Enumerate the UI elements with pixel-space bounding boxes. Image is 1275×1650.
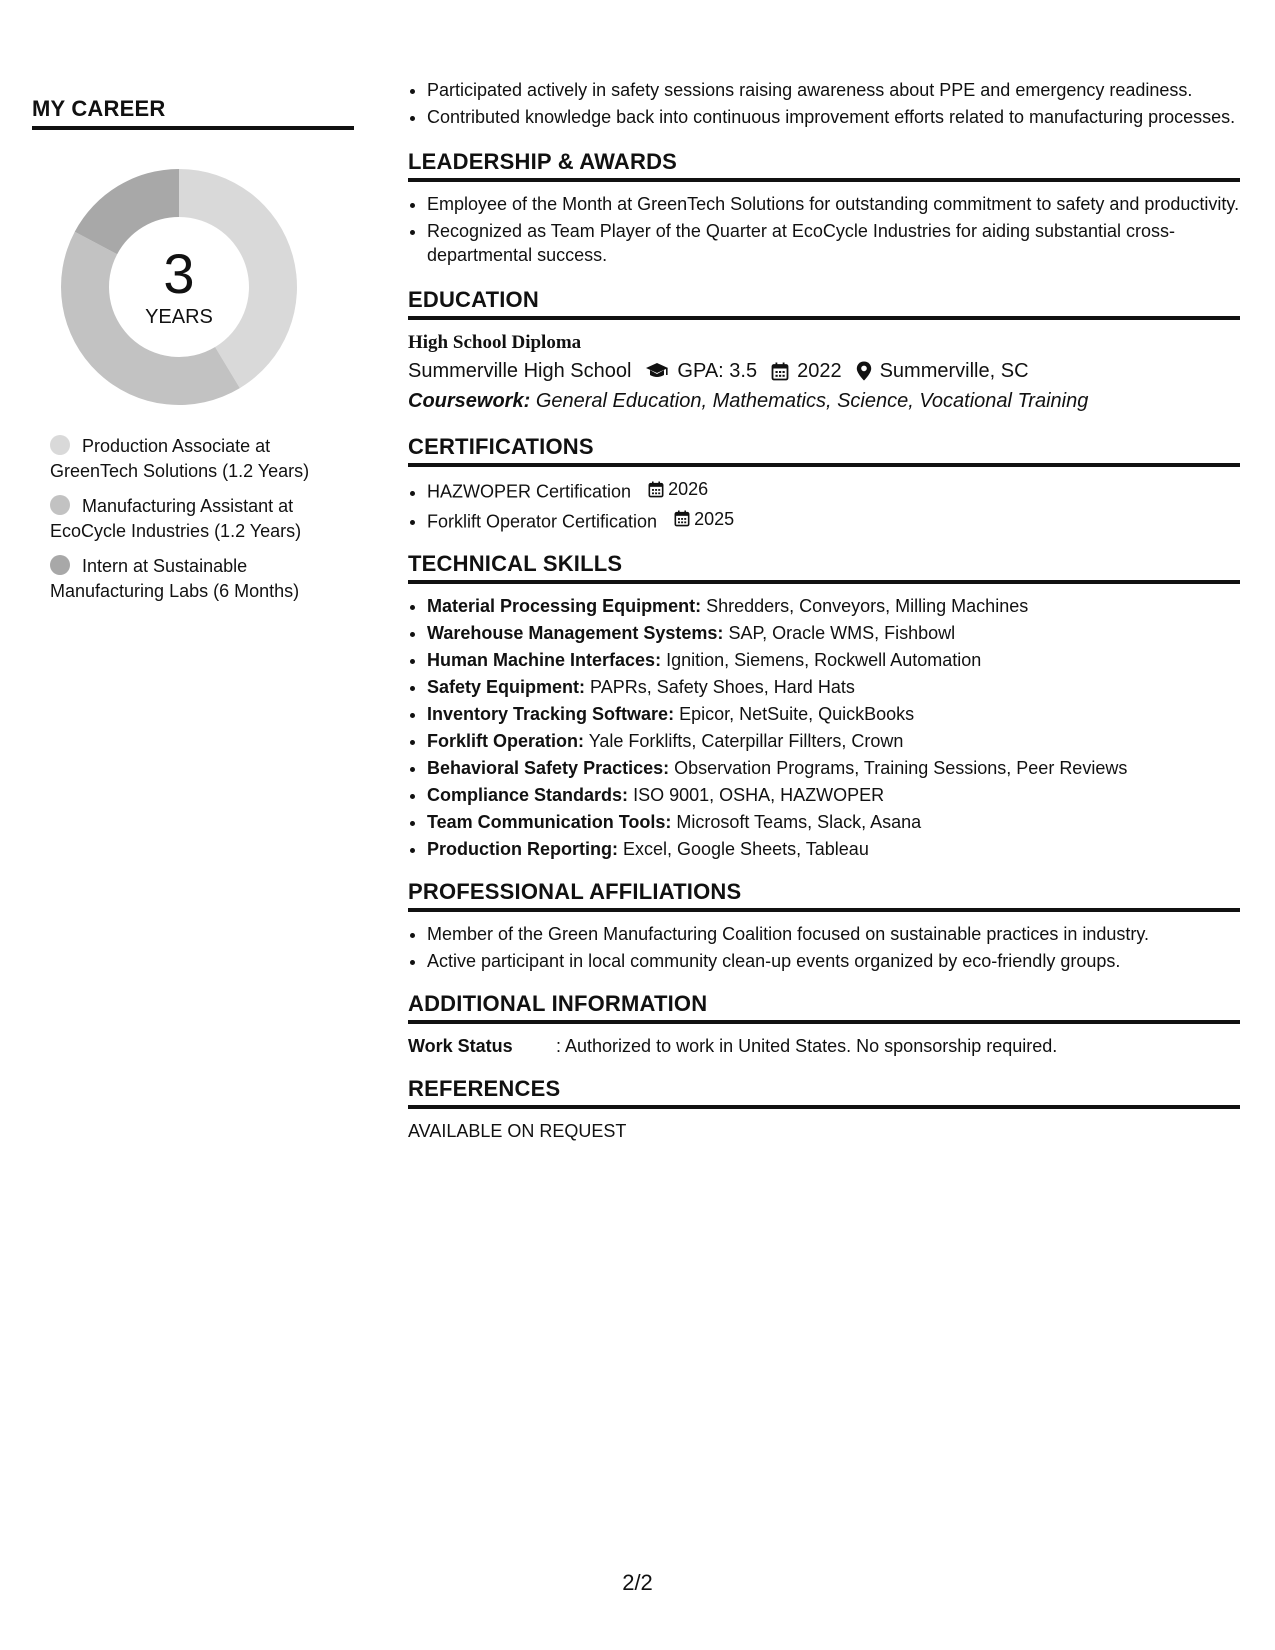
references-text: AVAILABLE ON REQUEST	[408, 1121, 627, 1141]
skill-category: Behavioral Safety Practices:	[427, 758, 670, 778]
references-section	[408, 1076, 1240, 1143]
skill-item	[427, 594, 1240, 618]
legend-item	[50, 434, 340, 484]
skills-section	[408, 551, 1240, 861]
skill-values: ISO 9001, OSHA, HAZWOPER	[633, 785, 885, 805]
calendar-icon	[674, 510, 690, 527]
skill-values: Yale Forklifts, Caterpillar Fillters, Crown	[588, 731, 904, 751]
calendar-icon	[771, 362, 789, 381]
skill-category: Safety Equipment:	[427, 677, 586, 697]
total-years-unit: YEARS	[145, 305, 213, 328]
leadership-item: • Employee of the Month at GreenTech Solutions for outstanding commitment to safety and productivity.	[427, 192, 1240, 216]
affiliations-section	[408, 879, 1240, 973]
legend-label: Intern at Sustainable Manufacturing Labs (6 Months)	[50, 556, 300, 601]
leadership-section	[408, 149, 1240, 267]
affiliation-item: • Member of the Green Manufacturing Coalition focused on sustainable practices in industry.	[427, 922, 1240, 946]
legend-label: Production Associate at GreenTech Solutions (1.2 Years)	[50, 436, 310, 481]
education-school: Summerville High School	[408, 360, 632, 382]
education-location-group	[856, 356, 1029, 386]
career-heading: MY CAREER	[32, 96, 354, 130]
affiliations-heading: PROFESSIONAL AFFILIATIONS	[408, 879, 1240, 912]
certifications-section	[408, 434, 1240, 533]
skill-values: Microsoft Teams, Slack, Asana	[676, 812, 922, 832]
leadership-list	[408, 192, 1240, 267]
work-status-row	[408, 1034, 1240, 1058]
education-gpa: GPA: 3.5	[677, 360, 758, 382]
additional-section	[408, 991, 1240, 1058]
experience-bullet: • Participated actively in safety sessions raising awareness about PPE and emergency readiness.	[427, 78, 1240, 102]
education-year-group	[771, 356, 842, 386]
education-degree: High School Diploma	[408, 332, 582, 353]
skill-category: Forklift Operation:	[427, 731, 584, 751]
leadership-heading: LEADERSHIP & AWARDS	[408, 149, 1240, 182]
skill-category: Team Communication Tools:	[427, 812, 672, 832]
skill-values: Observation Programs, Training Sessions, Peer Reviews	[674, 758, 1128, 778]
experience-bullets	[408, 78, 1240, 129]
skill-category: Inventory Tracking Software:	[427, 704, 675, 724]
certifications-list	[408, 477, 1240, 533]
skill-item	[427, 702, 1240, 726]
skills-list	[408, 594, 1240, 861]
certification-item	[427, 477, 1240, 504]
career-legend	[50, 434, 340, 604]
main-column	[408, 78, 1240, 1143]
legend-item	[50, 554, 340, 604]
affiliation-item: • Active participant in local community clean-up events organized by eco-friendly groups.	[427, 949, 1240, 973]
skill-values: Ignition, Siemens, Rockwell Automation	[666, 650, 982, 670]
certification-name: HAZWOPER Certification	[427, 481, 632, 502]
education-entry	[408, 330, 1240, 416]
certifications-heading: CERTIFICATIONS	[408, 434, 1240, 467]
legend-dot-icon	[50, 435, 70, 455]
education-year: 2022	[797, 360, 842, 382]
skill-category: Material Processing Equipment:	[427, 596, 702, 616]
references-heading: REFERENCES	[408, 1076, 1240, 1109]
skill-item	[427, 621, 1240, 645]
additional-heading: ADDITIONAL INFORMATION	[408, 991, 1240, 1024]
work-status-value: : Authorized to work in United States. No sponsorship required.	[556, 1036, 1058, 1056]
education-gpa-group	[645, 356, 757, 386]
page-number: 2/2	[622, 1570, 653, 1595]
skill-item	[427, 729, 1240, 753]
experience-bullet: • Contributed knowledge back into continuous improvement efforts related to manufacturing processes.	[427, 105, 1240, 129]
skill-item	[427, 756, 1240, 780]
graduation-cap-icon	[645, 362, 669, 380]
career-column	[32, 96, 354, 614]
education-heading: EDUCATION	[408, 287, 1240, 320]
skill-values: Epicor, NetSuite, QuickBooks	[679, 704, 915, 724]
skill-category: Production Reporting:	[427, 839, 618, 859]
certification-year-group	[674, 507, 734, 531]
education-section	[408, 287, 1240, 416]
donut-center	[56, 164, 302, 410]
total-years-number: 3	[163, 241, 195, 305]
skill-values: SAP, Oracle WMS, Fishbowl	[728, 623, 956, 643]
legend-dot-icon	[50, 555, 70, 575]
affiliations-list	[408, 922, 1240, 973]
skill-item	[427, 837, 1240, 861]
calendar-icon	[648, 481, 664, 498]
education-coursework	[408, 386, 1240, 416]
education-details	[408, 356, 1240, 386]
certification-year-group	[648, 477, 708, 501]
skill-values: PAPRs, Safety Shoes, Hard Hats	[590, 677, 855, 697]
education-location: Summerville, SC	[879, 360, 1029, 382]
map-pin-icon	[856, 361, 872, 381]
career-donut-chart	[56, 164, 302, 410]
legend-item	[50, 494, 340, 544]
coursework-label: Coursework:	[408, 390, 531, 412]
certification-year: 2025	[694, 508, 735, 529]
skill-item	[427, 648, 1240, 672]
leadership-item: • Recognized as Team Player of the Quarter at EcoCycle Industries for aiding substantial cross-departmental success.	[427, 219, 1240, 267]
skill-category: Compliance Standards:	[427, 785, 629, 805]
skill-category: Warehouse Management Systems:	[427, 623, 724, 643]
skills-heading: TECHNICAL SKILLS	[408, 551, 1240, 584]
skill-values: Excel, Google Sheets, Tableau	[623, 839, 869, 859]
skill-item	[427, 675, 1240, 699]
legend-dot-icon	[50, 495, 70, 515]
certification-item	[427, 507, 1240, 534]
skill-values: Shredders, Conveyors, Milling Machines	[706, 596, 1029, 616]
legend-label: Manufacturing Assistant at EcoCycle Industries (1.2 Years)	[50, 496, 302, 541]
certification-name: Forklift Operator Certification	[427, 511, 658, 531]
certification-year: 2026	[668, 479, 709, 499]
skill-category: Human Machine Interfaces:	[427, 650, 662, 670]
skill-item	[427, 783, 1240, 807]
skill-item	[427, 810, 1240, 834]
work-status-label: Work Status	[408, 1036, 513, 1056]
coursework-text: General Education, Mathematics, Science, Vocational Training	[535, 390, 1089, 412]
